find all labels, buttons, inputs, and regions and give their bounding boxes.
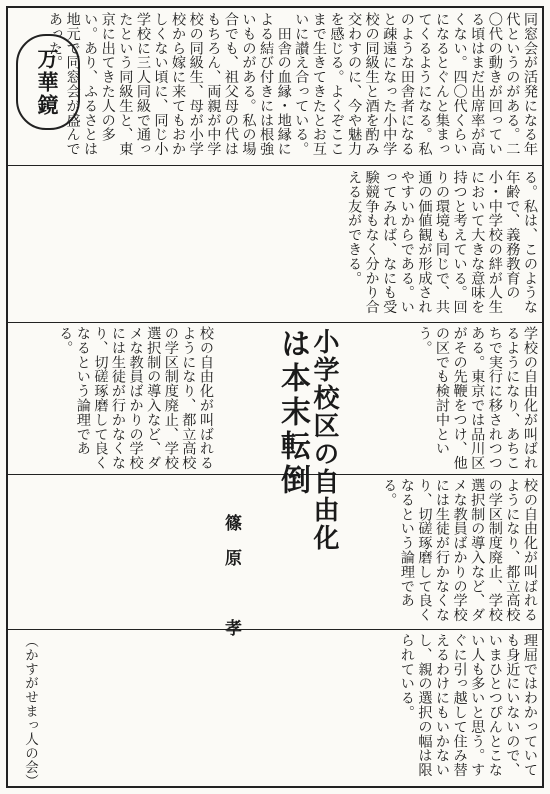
body-text-band-5: 理屈ではわかっていても身近にいないので、いまひとつぴんとこない人も多いと思う。すぐに引っ越して住み替えるわけにもいかないし、親の選択の幅は限られている。 [398,633,538,777]
band-divider-2 [8,322,542,323]
body-text-band-3-left: 校の自由化が叫ばれるようになり、都立高校の学区制度廃止、学校選択制の導入など、ダメな教員ばかりの学校には生徒が行かなくなり、切磋琢磨して良くなるという論理である。 [57,326,214,470]
headline-line-1: 小学校区の自由化 [309,328,339,552]
band-divider-4 [8,629,542,630]
body-text-band-1: 同窓会が活発になる年代というのがある。二〇代の動きが回っている頃はまだ出席率が高くない。四〇代くらいになるとぐんと集まってくるようになる。私のような田舎者になると疎遠になった小中学校の同級生と酒を酌み交わすのに、今や魅力を感じる。よくぞここまで生きてきたとお互いに讃え合っている。 田舎の血縁・地縁による結び付きには根強いものがある。私の場合でも、祖父母の代はもちろん、両親が中学校の同級生、母が小学校から嫁に来てもおかしくない頃に、同じ小学校に三人同級で通ったという同級生と、東京に出てきた人の多い。あり、ふるさとは地元で同窓会が盛んであった。 [46,12,538,156]
headline-line-2: は本末転倒 [275,328,310,498]
newspaper-column [6,6,544,788]
body-text-band-2: る。私は、このような年齢で、義務教育の小・中学校の絆が人生において大きな意味を持つと考えている。回りの環境も同じで、共通の価値観が形成されやすいからである。いってみれば、なにも受験競争もなく分かり合える友ができる。 [346,170,538,314]
frame-top [6,6,544,8]
frame-left [6,6,8,788]
author-affiliation: （かすがせまっ人の会） [22,634,38,788]
body-text-band-3-right: 学校の自由化が叫ばれるようになり、あちこちで実行に移されつつある。東京では品川区がその先鞭をつけ、他の区でも検討中という。 [416,326,538,470]
column-logo-text: 万華鏡 [35,48,59,117]
body-text-band-4: 校の自由化が叫ばれるようになり、都立高校の学区制度廃止、学校選択制の導入など、ダメな教員ばかりの学校には生徒が行かなくなり、切磋琢磨して良くなるという論理である。 [381,478,538,622]
frame-right [542,6,544,788]
byline: 篠原 孝 [221,514,241,654]
band-divider-1 [8,165,542,166]
frame-bottom [6,786,544,788]
